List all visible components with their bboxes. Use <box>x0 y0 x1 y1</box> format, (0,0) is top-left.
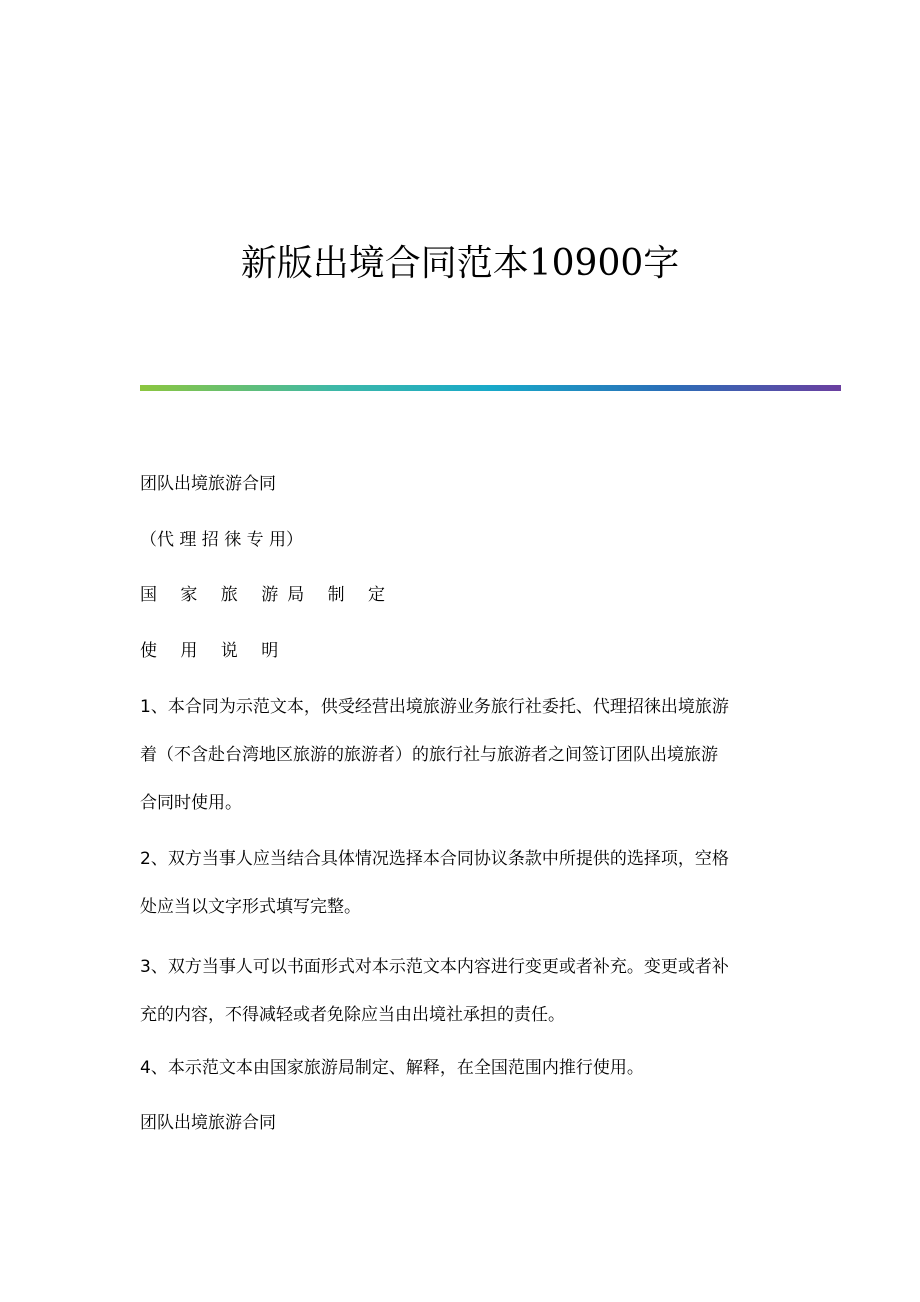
text-line: 4、本示范文本由国家旅游局制定、解释，在全国范围内推行使用。 <box>140 1058 644 1078</box>
text-line: 充的内容，不得减轻或者免除应当由出境社承担的责任。 <box>140 1005 565 1025</box>
contract-heading: 团队出境旅游合同 <box>140 474 276 494</box>
usage-item-2 <box>140 847 790 919</box>
contract-subheading: （代 理 招 徕 专 用） <box>140 530 304 550</box>
usage-heading: 使 用 说 明 <box>140 641 288 661</box>
text-line: 3、双方当事人可以书面形式对本示范文本内容进行变更或者补充。变更或者补 <box>140 957 729 977</box>
text-line: 处应当以文字形式填写完整。 <box>140 897 361 917</box>
contract-heading-repeat: 团队出境旅游合同 <box>140 1113 276 1133</box>
usage-item-4 <box>140 1056 790 1080</box>
text-line: 2、双方当事人应当结合具体情况选择本合同协议条款中所提供的选择项，空格 <box>140 849 729 869</box>
text-line: 着（不含赴台湾地区旅游的旅游者）的旅行社与旅游者之间签订团队出境旅游 <box>140 745 718 765</box>
usage-item-1 <box>140 695 790 815</box>
text-line: 1、本合同为示范文本，供受经营出境旅游业务旅行社委托、代理招徕出境旅游 <box>140 697 729 717</box>
document-title: 新版出境合同范本10900字 <box>240 243 680 285</box>
issuer-line: 国 家 旅 游局 制 定 <box>140 585 395 605</box>
gradient-divider <box>140 385 841 391</box>
text-line: 合同时使用。 <box>140 793 242 813</box>
usage-item-3 <box>140 955 790 1027</box>
